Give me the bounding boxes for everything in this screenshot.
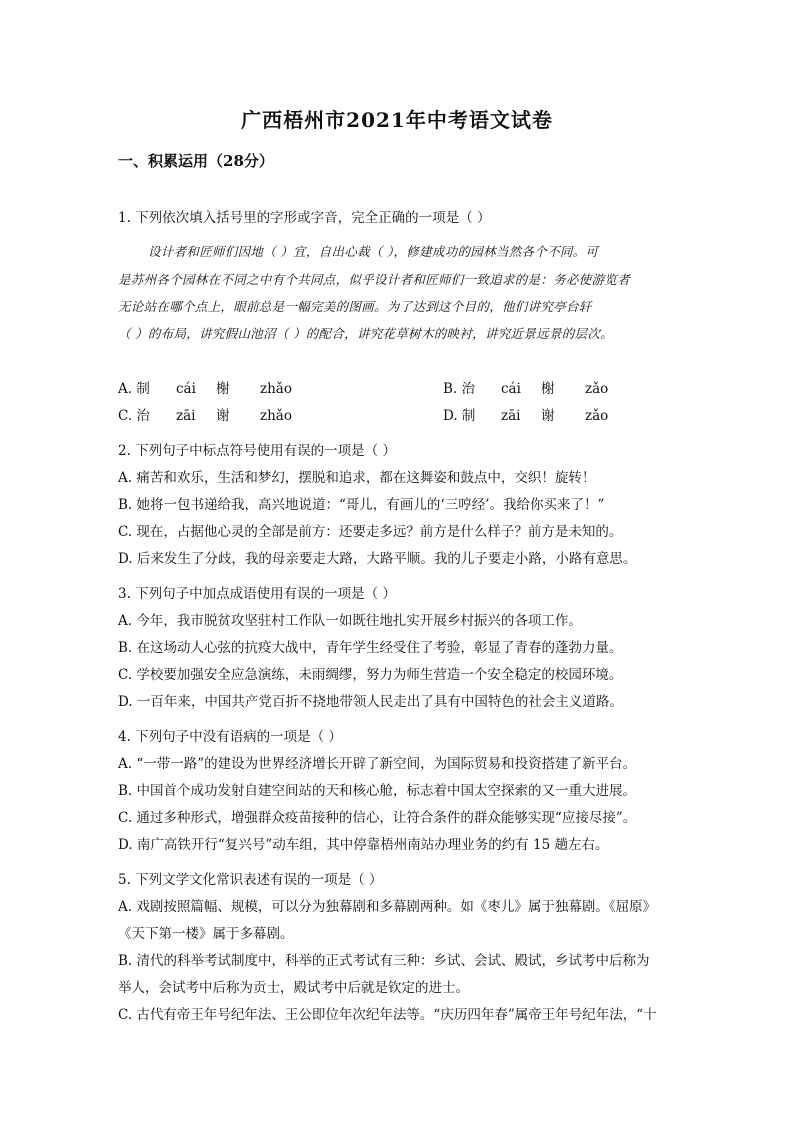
option-label: D. 制 [443,408,476,424]
q4-option-b: B. 中国首个成功发射自建空间站的天和核心舱，标志着中国太空探索的又一重大进展。 [118,783,637,799]
question-4-stem: 4. 下列句子中没有语病的一项是（ ） [118,729,342,745]
q5-option-b: B. 清代的科举考试制度中，科举的正式考试有三种：乡试、会试、殿试，乡试考中后称为 [118,953,650,969]
option-label: B. 治 [443,381,476,397]
option-pinyin: zāi [501,408,521,424]
q2-option-b: B. 她将一包书递给我，高兴地说道：“哥儿，有画儿的‘三哼经’。我给你买来了！” [118,497,605,513]
question-1-stem: 1. 下列依次填入括号里的字形或字音，完全正确的一项是（ ） [118,210,491,226]
option-label: A. 制 [118,381,150,397]
option-char: 谢 [216,408,230,424]
q1-option-a [118,377,304,397]
page-title: 广西梧州市2021年中考语文试卷 [241,108,553,132]
question-3-stem: 3. 下列句子中加点成语使用有误的一项是（ ） [118,586,396,602]
q4-option-a: A. “一带一路”的建设为世界经济增长开辟了新空间，为国际贸易和投资搭建了新平台。 [118,756,637,772]
q3-option-b: B. 在这场动人心弦的抗疫大战中，青年学生经受住了考验，彰显了青春的蓬勃力量。 [118,640,623,656]
question-5-stem: 5. 下列文学文化常识表述有误的一项是（ ） [118,872,383,888]
q1-passage-line: 无论站在哪个点上，眼前总是一幅完美的图画。为了达到这个目的，他们讲究亭台轩 [118,299,592,314]
q3-option-c: C. 学校要加强安全应急演练，未雨绸缪，努力为师生营造一个安全稳定的校园环境。 [118,667,623,683]
q2-option-a: A. 痛苦和欢乐，生活和梦幻，摆脱和追求，都在这舞姿和鼓点中，交织！旋转！ [118,470,596,486]
option-char: 谢 [541,408,555,424]
q5-option-a-cont: 《天下第一楼》属于多幕剧。 [118,926,294,942]
q3-option-d: D. 一百年来，中国共产党百折不挠地带领人民走出了具有中国特色的社会主义道路。 [118,694,623,710]
option-pinyin: zǎo [585,381,609,397]
option-label: C. 治 [118,408,150,424]
option-pinyin: zǎo [585,408,609,424]
option-char: 榭 [216,381,230,397]
question-2-stem: 2. 下列句子中标点符号使用有误的一项是（ ） [118,443,396,459]
section-heading: 一、积累运用（28分） [118,152,274,170]
option-char: 榭 [541,381,555,397]
q1-passage-line: （ ）的布局，讲究假山池沼（ ）的配合，讲究花草树木的映衬，讲究近景远景的层次。 [118,326,613,341]
q5-option-a: A. 戏剧按照篇幅、规模，可以分为独幕剧和多幕剧两种。如《枣儿》属于独幕剧。《屈原》 [118,899,657,915]
q1-passage-line: 设计者和匠师们因地（ ）宜，自出心裁（ ），修建成功的园林当然各个不同。可 [148,244,599,259]
q1-option-b [443,377,629,397]
q1-option-d [443,404,629,424]
q3-option-a: A. 今年，我市脱贫攻坚驻村工作队一如既往地扎实开展乡村振兴的各项工作。 [118,613,582,629]
option-pinyin: zāi [176,408,196,424]
option-pinyin: zhǎo [260,408,292,424]
q4-option-d: D. 南广高铁开行“复兴号”动车组，其中停靠梧州南站办理业务的约有 15 趟左右。 [118,837,609,853]
q2-option-d: D. 后来发生了分歧，我的母亲要走大路，大路平顺。我的儿子要走小路，小路有意思。 [118,551,637,567]
q5-option-c: C. 古代有帝王年号纪年法、王公即位年次纪年法等。“庆历四年春”属帝王年号纪年法，“十 [118,1007,657,1023]
q5-option-b-cont: 举人，会试考中后称为贡士，殿试考中后就是钦定的进士。 [118,980,469,996]
q2-option-c: C. 现在，占据他心灵的全部是前方：还要走多远？前方是什么样子？前方是未知的。 [118,524,623,540]
q1-passage-line: 是苏州各个园林在不同之中有个共同点，似乎设计者和匠师们一致追求的是：务必使游览者 [118,272,631,287]
q1-option-c [118,404,304,424]
option-pinyin: cái [501,381,521,397]
q4-option-c: C. 通过多种形式，增强群众疫苗接种的信心，让符合条件的群众能够实现“应接尽接”。 [118,810,637,826]
option-pinyin: cái [176,381,196,397]
option-pinyin: zhǎo [260,381,292,397]
